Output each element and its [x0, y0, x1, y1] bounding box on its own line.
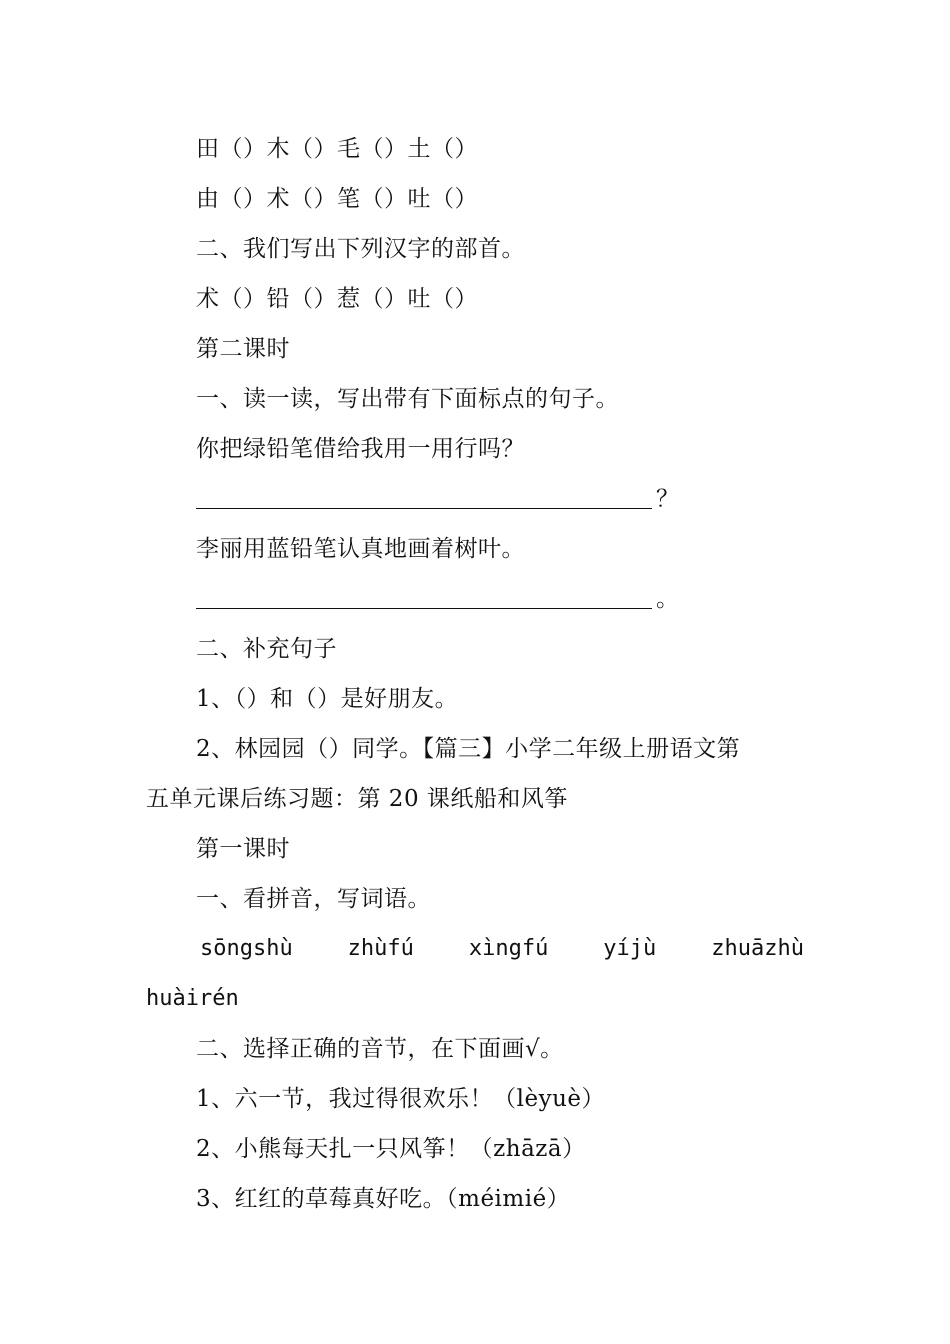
lesson-heading-2: 第二课时 — [196, 336, 290, 362]
exercise-heading-pinyin: 一、看拼音，写词语。 — [196, 886, 431, 912]
section-title-continuation: 五单元课后练习题：第 20 课纸船和风筝 — [146, 786, 568, 812]
syllable-question-1: 1、六一节，我过得很欢乐！（lèyuè） — [196, 1086, 606, 1112]
pinyin-item: sōngshù — [200, 936, 293, 961]
lesson-heading-1: 第一课时 — [196, 836, 290, 862]
radicals-row: 术（）铅（）惹（）吐（） — [196, 286, 478, 312]
answer-underline — [196, 508, 652, 509]
complete-sentence-2: 2、林园园（）同学。【篇三】小学二年级上册语文第 — [196, 736, 741, 762]
example-sentence-statement: 李丽用蓝铅笔认真地画着树叶。 — [196, 536, 525, 562]
pinyin-item: zhùfú — [347, 936, 414, 961]
char-pairs-row-1: 田（）木（）毛（）土（） — [196, 136, 478, 162]
complete-sentence-1: 1、（）和（）是好朋友。 — [196, 686, 459, 712]
exercise-heading-syllables: 二、选择正确的音节，在下面画√。 — [196, 1036, 564, 1062]
exercise-heading-radicals: 二、我们写出下列汉字的部首。 — [196, 236, 525, 262]
pinyin-item: xìngfú — [468, 936, 549, 961]
period-mark: 。 — [656, 586, 679, 612]
answer-underline — [196, 608, 652, 609]
syllable-question-2: 2、小熊每天扎一只风筝！（zhāzā） — [196, 1136, 586, 1162]
exercise-heading-complete-sentences: 二、补充句子 — [196, 636, 337, 662]
pinyin-item: zhuāzhù — [711, 936, 804, 961]
syllable-question-3: 3、红红的草莓真好吃。（méimié） — [196, 1186, 571, 1212]
pinyin-item: yíjù — [603, 936, 657, 961]
pinyin-row — [200, 934, 804, 964]
pinyin-item-last: huàirén — [146, 986, 239, 1011]
example-sentence-question: 你把绿铅笔借给我用一用行吗？ — [196, 436, 525, 462]
exercise-heading-punctuation: 一、读一读，写出带有下面标点的句子。 — [196, 386, 619, 412]
question-mark: ？ — [656, 486, 679, 512]
char-pairs-row-2: 由（）术（）笔（）吐（） — [196, 186, 478, 212]
